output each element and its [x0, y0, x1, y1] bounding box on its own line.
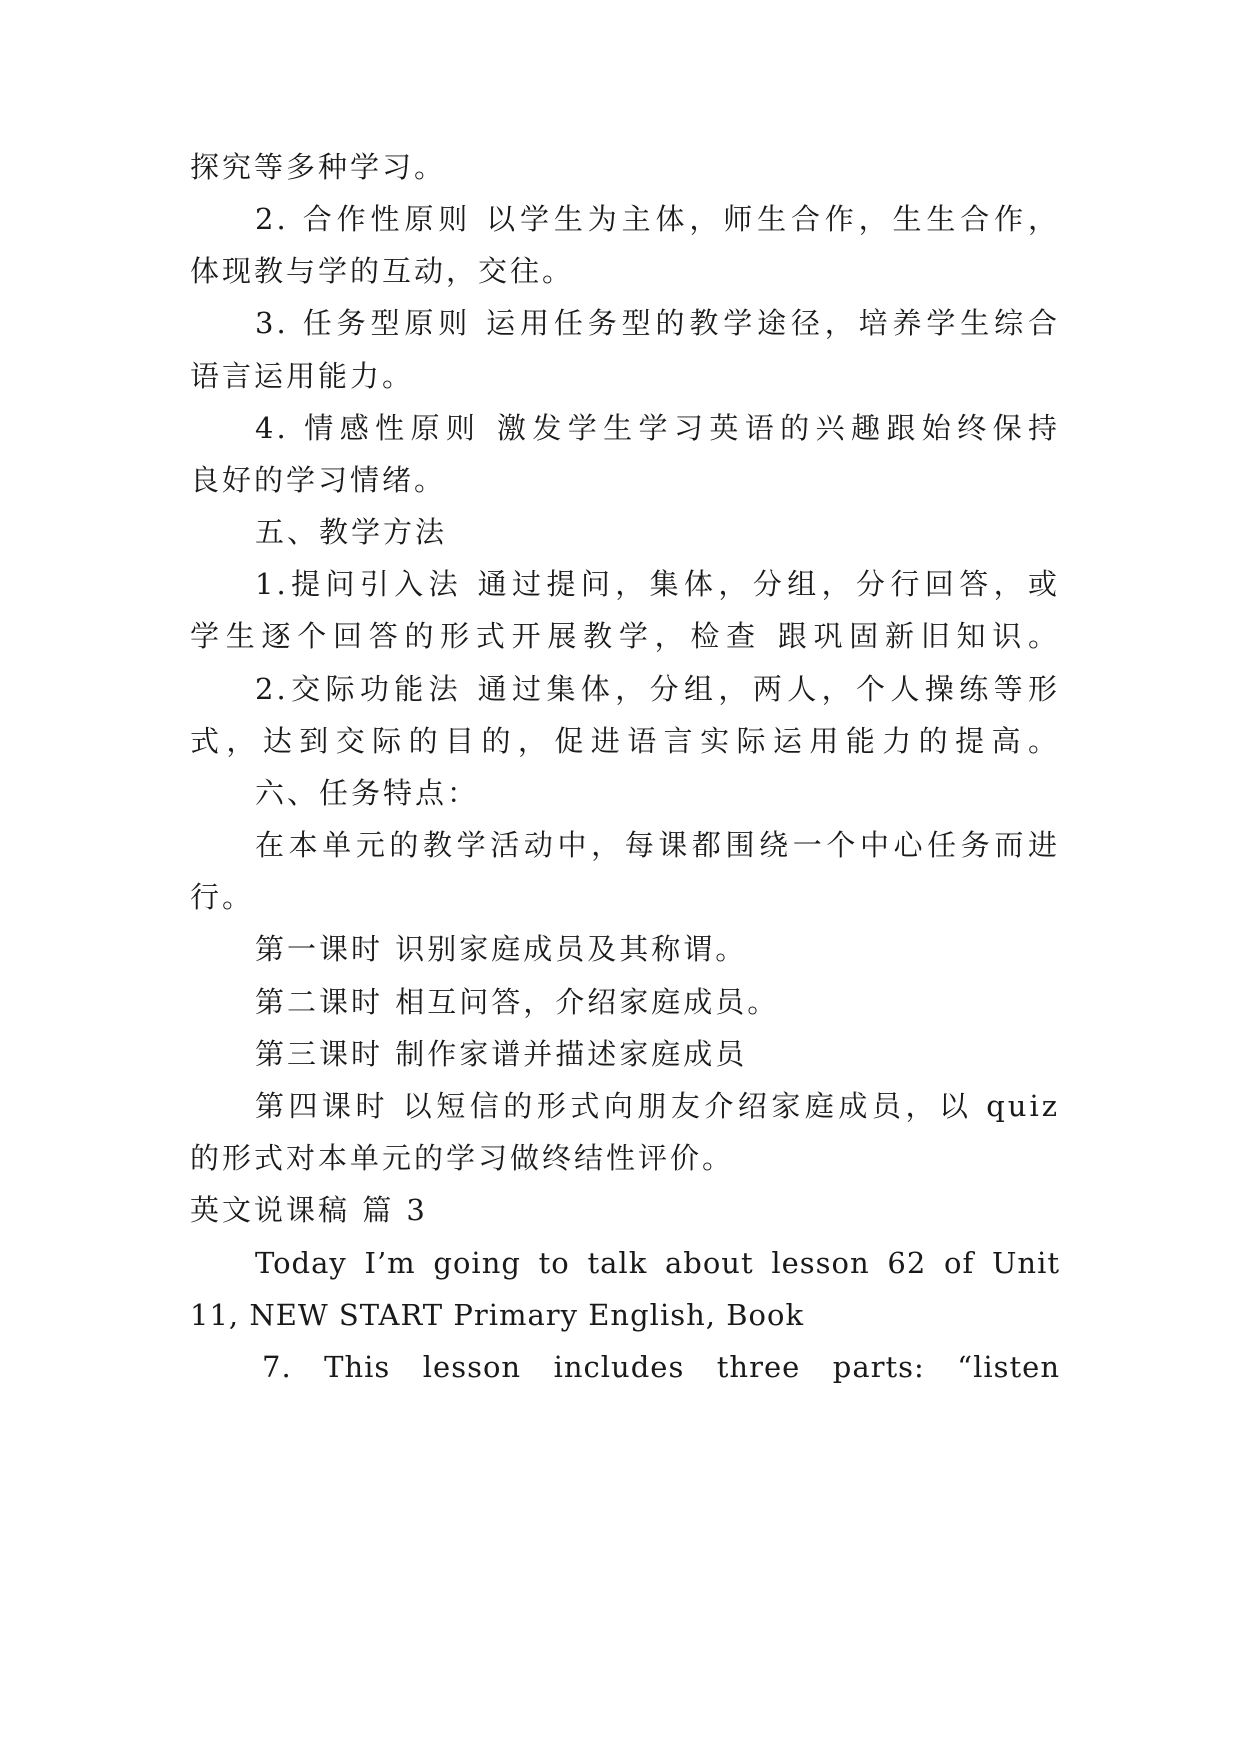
article-title: 英文说课稿 篇 3 [190, 1193, 428, 1227]
paragraph-line: 第三课时 制作家谱并描述家庭成员 [255, 1037, 748, 1071]
paragraph-line: 良好的学习情绪。 [190, 463, 447, 497]
section-heading: 五、教学方法 [255, 515, 448, 549]
section-heading: 六、任务特点： [255, 776, 480, 810]
paragraph-line: 第二课时 相互问答，介绍家庭成员。 [255, 985, 780, 1019]
paragraph-line: 语言运用能力。 [190, 359, 415, 393]
paragraph-line: Today I’m going to talk about lesson 62 of Unit [255, 1246, 1060, 1280]
paragraph-line: 3. 任务型原则 运用任务型的教学途径，培养学生综合 [255, 306, 1060, 340]
paragraph-line: 在本单元的教学活动中，每课都围绕一个中心任务而进 [255, 828, 1060, 862]
paragraph-line: 的形式对本单元的学习做终结性评价。 [190, 1141, 735, 1175]
paragraph-line: 7. This lesson includes three parts: “listen [262, 1350, 1060, 1384]
paragraph-line: 2. 合作性原则 以学生为主体，师生合作，生生合作， [255, 202, 1060, 236]
paragraph-line: 学生逐个回答的形式开展教学，检查 跟巩固新旧知识。 [190, 619, 1060, 653]
paragraph-line: 体现教与学的互动，交往。 [190, 254, 575, 288]
paragraph-line: 1.提问引入法 通过提问，集体，分组，分行回答，或 [255, 567, 1060, 601]
paragraph-line: 第四课时 以短信的形式向朋友介绍家庭成员，以 quiz [255, 1089, 1060, 1123]
paragraph-line: 4. 情感性原则 激发学生学习英语的兴趣跟始终保持 [255, 411, 1060, 445]
paragraph-line: 式，达到交际的目的，促进语言实际运用能力的提高。 [190, 724, 1060, 758]
paragraph-line: 行。 [190, 880, 255, 914]
paragraph-line: 2.交际功能法 通过集体，分组，两人，个人操练等形 [255, 672, 1060, 706]
paragraph-line: 11, NEW START Primary English, Book [190, 1298, 805, 1332]
paragraph-line: 第一课时 识别家庭成员及其称谓。 [255, 932, 748, 966]
paragraph-line: 探究等多种学习。 [190, 150, 447, 184]
